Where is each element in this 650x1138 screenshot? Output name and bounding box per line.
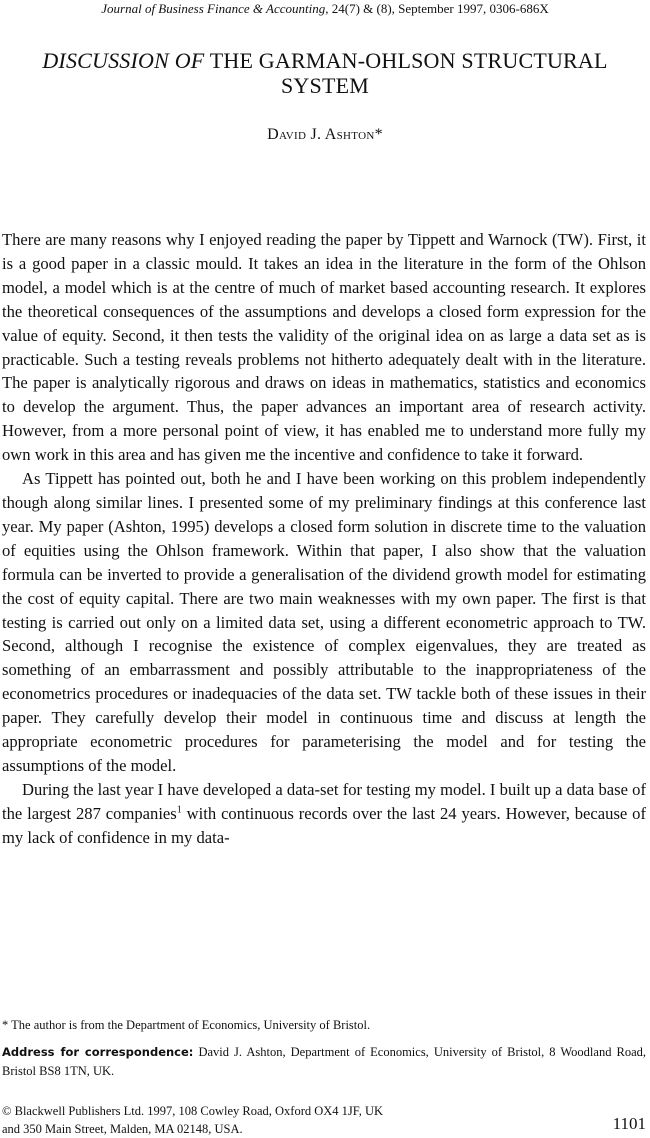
- publisher-line-1: © Blackwell Publishers Ltd. 1997, 108 Cowley Road, Oxford OX4 1JF, UK: [2, 1104, 384, 1118]
- page-number: 1101: [612, 1114, 646, 1133]
- paragraph-3-before: During the last year I have developed a data-set for testing my model. I built up a data base of the largest 287 companies: [2, 779, 646, 823]
- correspondence-address: [2, 1043, 646, 1081]
- author-footnote: * The author is from the Department of Economics, University of Bristol.: [2, 1018, 371, 1032]
- journal-name: Journal of Business Finance & Accounting: [101, 1, 326, 16]
- article-title: [0, 48, 650, 98]
- paragraph-1: There are many reasons why I enjoyed reading the paper by Tippett and Warnock (TW). First, it is a good paper in a classic mould. It takes an idea in the literature in the form of the Ohlson model, a model which is at the centre of much of market based accounting research. It explores the theoretical consequences of the assumptions and develops a closed form expression for the value of equity. Second, it then tests the validity of the original idea on as large a data set as is practicable. Such a testing reveals problems not hitherto adequately dealt with in the literature. The paper is analytically rigorous and draws on ideas in mathematics, statistics and economics to develop the argument. Thus, the paper advances an important area of research activity. However, from a more personal point of view, it has enabled me to understand more fully my own work in this area and has given me the incentive and confidence to take it forward.: [2, 230, 646, 465]
- publisher-notice: [2, 1102, 522, 1138]
- footnote-marker[interactable]: 1: [176, 804, 182, 816]
- title-rest: THE GARMAN-OHLSON STRUCTURAL: [204, 48, 608, 73]
- address-text: David J. Ashton, Department of Economics, University of Bristol, 8 Woodland Road, Bristol BS8 1TN, UK.: [2, 1045, 646, 1078]
- paragraph-3-after: with continuous records over the last 24 years. However, because of my lack of confidence in my data-: [2, 803, 646, 847]
- journal-citation: , 24(7) & (8), September 1997, 0306-686X: [325, 1, 549, 16]
- publisher-line-2: and 350 Main Street, Malden, MA 02148, USA.: [2, 1122, 243, 1136]
- address-label: Address for correspondence:: [2, 1045, 194, 1059]
- body-text: [2, 228, 646, 850]
- title-lead: DISCUSSION OF: [42, 48, 205, 73]
- paragraph-2: As Tippett has pointed out, both he and I have been working on this problem independently though along similar lines. I presented some of my preliminary findings at this conference last year. My paper (Ashton, 1995) develops a closed form solution in discrete time to the valuation of equities using the Ohlson framework. Within that paper, I also show that the valuation formula can be inverted to provide a generalisation of the dividend growth model for estimating the cost of equity capital. There are two main weaknesses with my own paper. The first is that testing is carried out only on a limited data set, using a different econometric approach to TW. Second, although I recognise the existence of complex eigenvalues, they are treated as something of an embarrassment and possibly attributable to the inappropriateness of the econometrics procedures or inadequacies of the data set. TW tackle both of these issues in their paper. They carefully develop their model in continuous time and discuss at length the appropriate econometric procedures for parameterising the model and for testing the assumptions of the model.: [2, 469, 646, 775]
- title-line-2: SYSTEM: [281, 73, 369, 98]
- running-header: [0, 0, 650, 18]
- author-name: David J. Ashton*: [267, 126, 383, 143]
- paragraph-3: [2, 778, 646, 850]
